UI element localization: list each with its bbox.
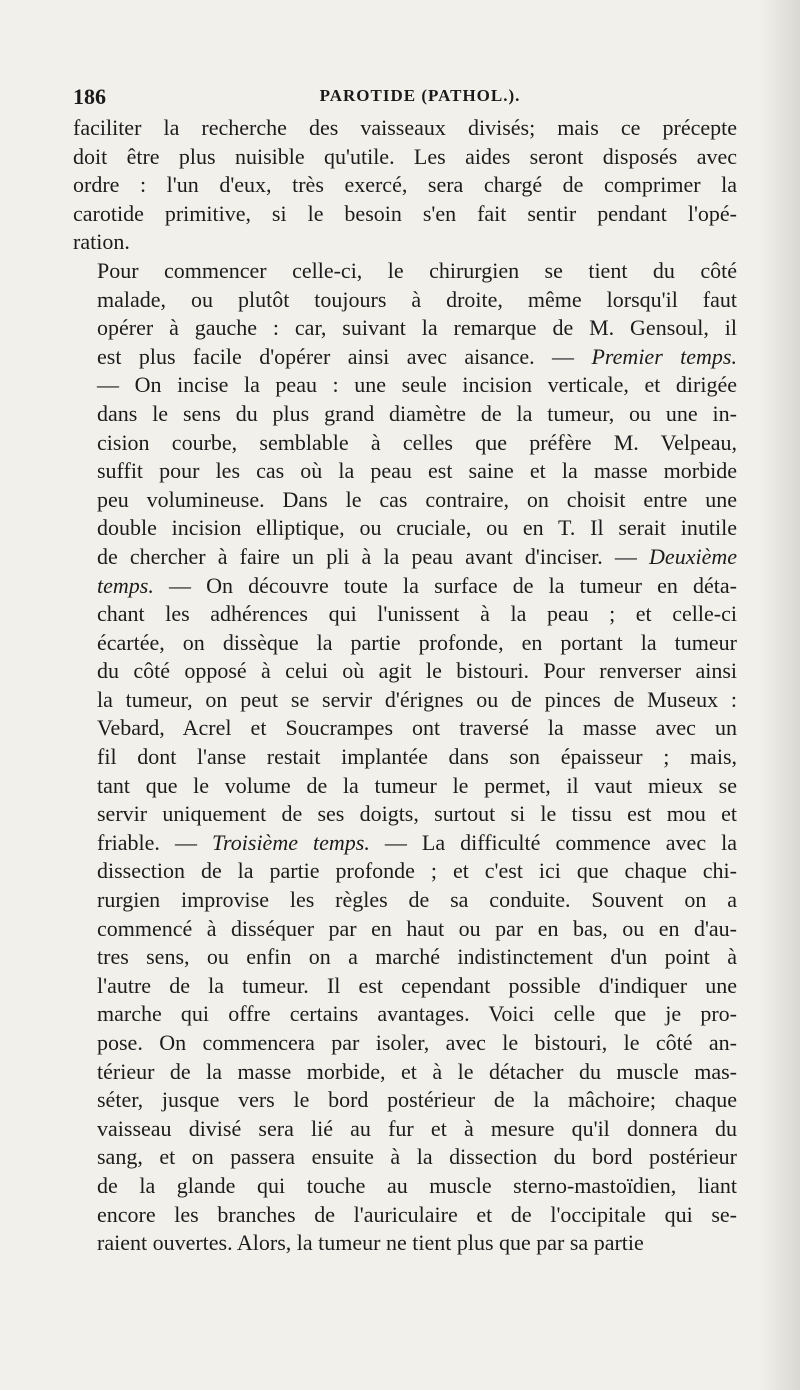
- text-line: [73, 486, 737, 515]
- italic-run: Troisième temps.: [212, 829, 370, 855]
- text-line: [73, 886, 737, 915]
- text-run: servir uniquement de ses doigts, surtout si le tissu est mou et: [97, 801, 737, 827]
- text-line: [73, 743, 737, 772]
- text-line: [73, 314, 737, 343]
- text-line: [73, 800, 737, 829]
- text-line: [73, 943, 737, 972]
- text-run: peu volumineuse. Dans le cas contraire, on choisit entre une: [97, 486, 737, 512]
- text-run: sang, et on passera ensuite à la dissection du bord postérieur: [97, 1144, 737, 1170]
- text-line: [73, 972, 737, 1001]
- text-line: [73, 286, 737, 315]
- text-run: carotide primitive, si le besoin s'en fait sentir pendant l'opé-: [73, 200, 737, 226]
- text-line: [73, 600, 737, 629]
- text-run: dans le sens du plus grand diamètre de la tumeur, ou une in-: [97, 400, 737, 426]
- text-run: opérer à gauche : car, suivant la remarque de M. Gensoul, il: [97, 315, 737, 341]
- text-line: [73, 371, 737, 400]
- text-run: tres sens, ou enfin on a marché indistinctement d'un point à: [97, 944, 737, 970]
- text-run: doit être plus nuisible qu'utile. Les aides seront disposés avec: [73, 143, 737, 169]
- text-run: Pour commencer celle-ci, le chirurgien se tient du côté: [97, 257, 737, 283]
- text-run: vaisseau divisé sera lié au fur et à mesure qu'il donnera du: [97, 1115, 737, 1141]
- text-line: [73, 200, 737, 229]
- text-run: rurgien improvise les règles de sa conduite. Souvent on a: [97, 887, 737, 913]
- text-line: [73, 1115, 737, 1144]
- text-line: [73, 686, 737, 715]
- text-run: cision courbe, semblable à celles que préfère M. Velpeau,: [97, 429, 737, 455]
- italic-run: temps.: [97, 572, 154, 598]
- text-line: [73, 657, 737, 686]
- text-run: friable. —: [97, 829, 212, 855]
- text-line: [73, 457, 737, 486]
- text-run: ordre : l'un d'eux, très exercé, sera chargé de comprimer la: [73, 172, 737, 198]
- text-run: écartée, on dissèque la partie profonde, en portant la tumeur: [97, 629, 737, 655]
- text-run: pose. On commencera par isoler, avec le bistouri, le côté an-: [97, 1030, 737, 1055]
- text-run: du côté opposé à celui où agit le bistouri. Pour renverser ainsi: [97, 658, 737, 684]
- text-line: [73, 114, 737, 143]
- italic-run: Deuxième: [649, 543, 737, 569]
- page-header: [73, 84, 737, 114]
- text-line: [73, 1000, 737, 1029]
- text-run: chant les adhérences qui l'unissent à la peau ; et celle-ci: [97, 601, 737, 627]
- text-run: séter, jusque vers le bord postérieur de la mâchoire; chaque: [97, 1087, 737, 1113]
- text-line: [73, 543, 737, 572]
- text-line: [73, 1172, 737, 1201]
- paragraph: [73, 257, 737, 1258]
- text-run: — On découvre toute la surface de la tumeur en déta-: [153, 572, 737, 598]
- text-line: [73, 1029, 737, 1058]
- text-line: [73, 1058, 737, 1087]
- text-run: — La difficulté commence avec la: [369, 829, 738, 855]
- text-line: [73, 915, 737, 944]
- text-line: [73, 1143, 737, 1172]
- text-line: [73, 171, 737, 200]
- text-line: [73, 714, 737, 743]
- body-text: [73, 114, 737, 1258]
- text-run: suffit pour les cas où la peau est saine et la masse morbide: [97, 458, 737, 484]
- text-line: [73, 343, 737, 372]
- text-run: l'autre de la tumeur. Il est cependant possible d'indiquer une: [97, 972, 737, 998]
- text-run: raient ouvertes. Alors, la tumeur ne tient plus que par sa partie: [97, 1230, 644, 1256]
- text-run: dissection de la partie profonde ; et c'est ici que chaque chi-: [97, 858, 737, 884]
- text-line: [73, 829, 737, 858]
- running-head: PAROTIDE (PATHOL.).: [319, 86, 521, 105]
- text-run: fil dont l'anse restait implantée dans son épaisseur ; mais,: [97, 744, 737, 770]
- text-run: de chercher à faire un pli à la peau avant d'inciser. —: [97, 543, 650, 569]
- text-line: [73, 572, 737, 601]
- text-run: Vebard, Acrel et Soucrampes ont traversé la masse avec un: [97, 715, 737, 741]
- text-run: ration.: [73, 229, 130, 255]
- text-line: [73, 1201, 737, 1230]
- text-line: [73, 857, 737, 886]
- page-number: 186: [73, 84, 106, 109]
- text-run: térieur de la masse morbide, et à le détacher du muscle mas-: [97, 1058, 737, 1084]
- text-run: marche qui offre certains avantages. Voici celle que je pro-: [97, 1001, 737, 1027]
- text-line: [73, 629, 737, 658]
- text-run: est plus facile d'opérer ainsi avec aisance. —: [97, 343, 592, 369]
- text-run: la tumeur, on peut se servir d'érignes ou de pinces de Museux :: [97, 686, 737, 712]
- text-line: [73, 772, 737, 801]
- text-run: encore les branches de l'auriculaire et de l'occipitale qui se-: [97, 1201, 737, 1227]
- text-run: de la glande qui touche au muscle sterno-mastoïdien, liant: [97, 1172, 737, 1198]
- text-line: [73, 429, 737, 458]
- text-line: [73, 400, 737, 429]
- text-run: commencé à disséquer par en haut ou par en bas, ou en d'au-: [97, 915, 737, 941]
- text-run: — On incise la peau : une seule incision verticale, et dirigée: [97, 372, 737, 398]
- text-run: tant que le volume de la tumeur le permet, il vaut mieux se: [97, 772, 737, 798]
- paragraph: [73, 114, 737, 257]
- text-line: [73, 1086, 737, 1115]
- text-line: [73, 1229, 737, 1258]
- text-line: [73, 228, 737, 257]
- text-run: double incision elliptique, ou cruciale, ou en T. Il serait inutile: [97, 515, 737, 541]
- text-line: [73, 514, 737, 543]
- text-run: malade, ou plutôt toujours à droite, même lorsqu'il faut: [97, 286, 737, 312]
- italic-run: Premier temps.: [591, 343, 737, 369]
- text-line: [73, 143, 737, 172]
- text-run: faciliter la recherche des vaisseaux divisés; mais ce précepte: [73, 115, 737, 140]
- text-line: [73, 257, 737, 286]
